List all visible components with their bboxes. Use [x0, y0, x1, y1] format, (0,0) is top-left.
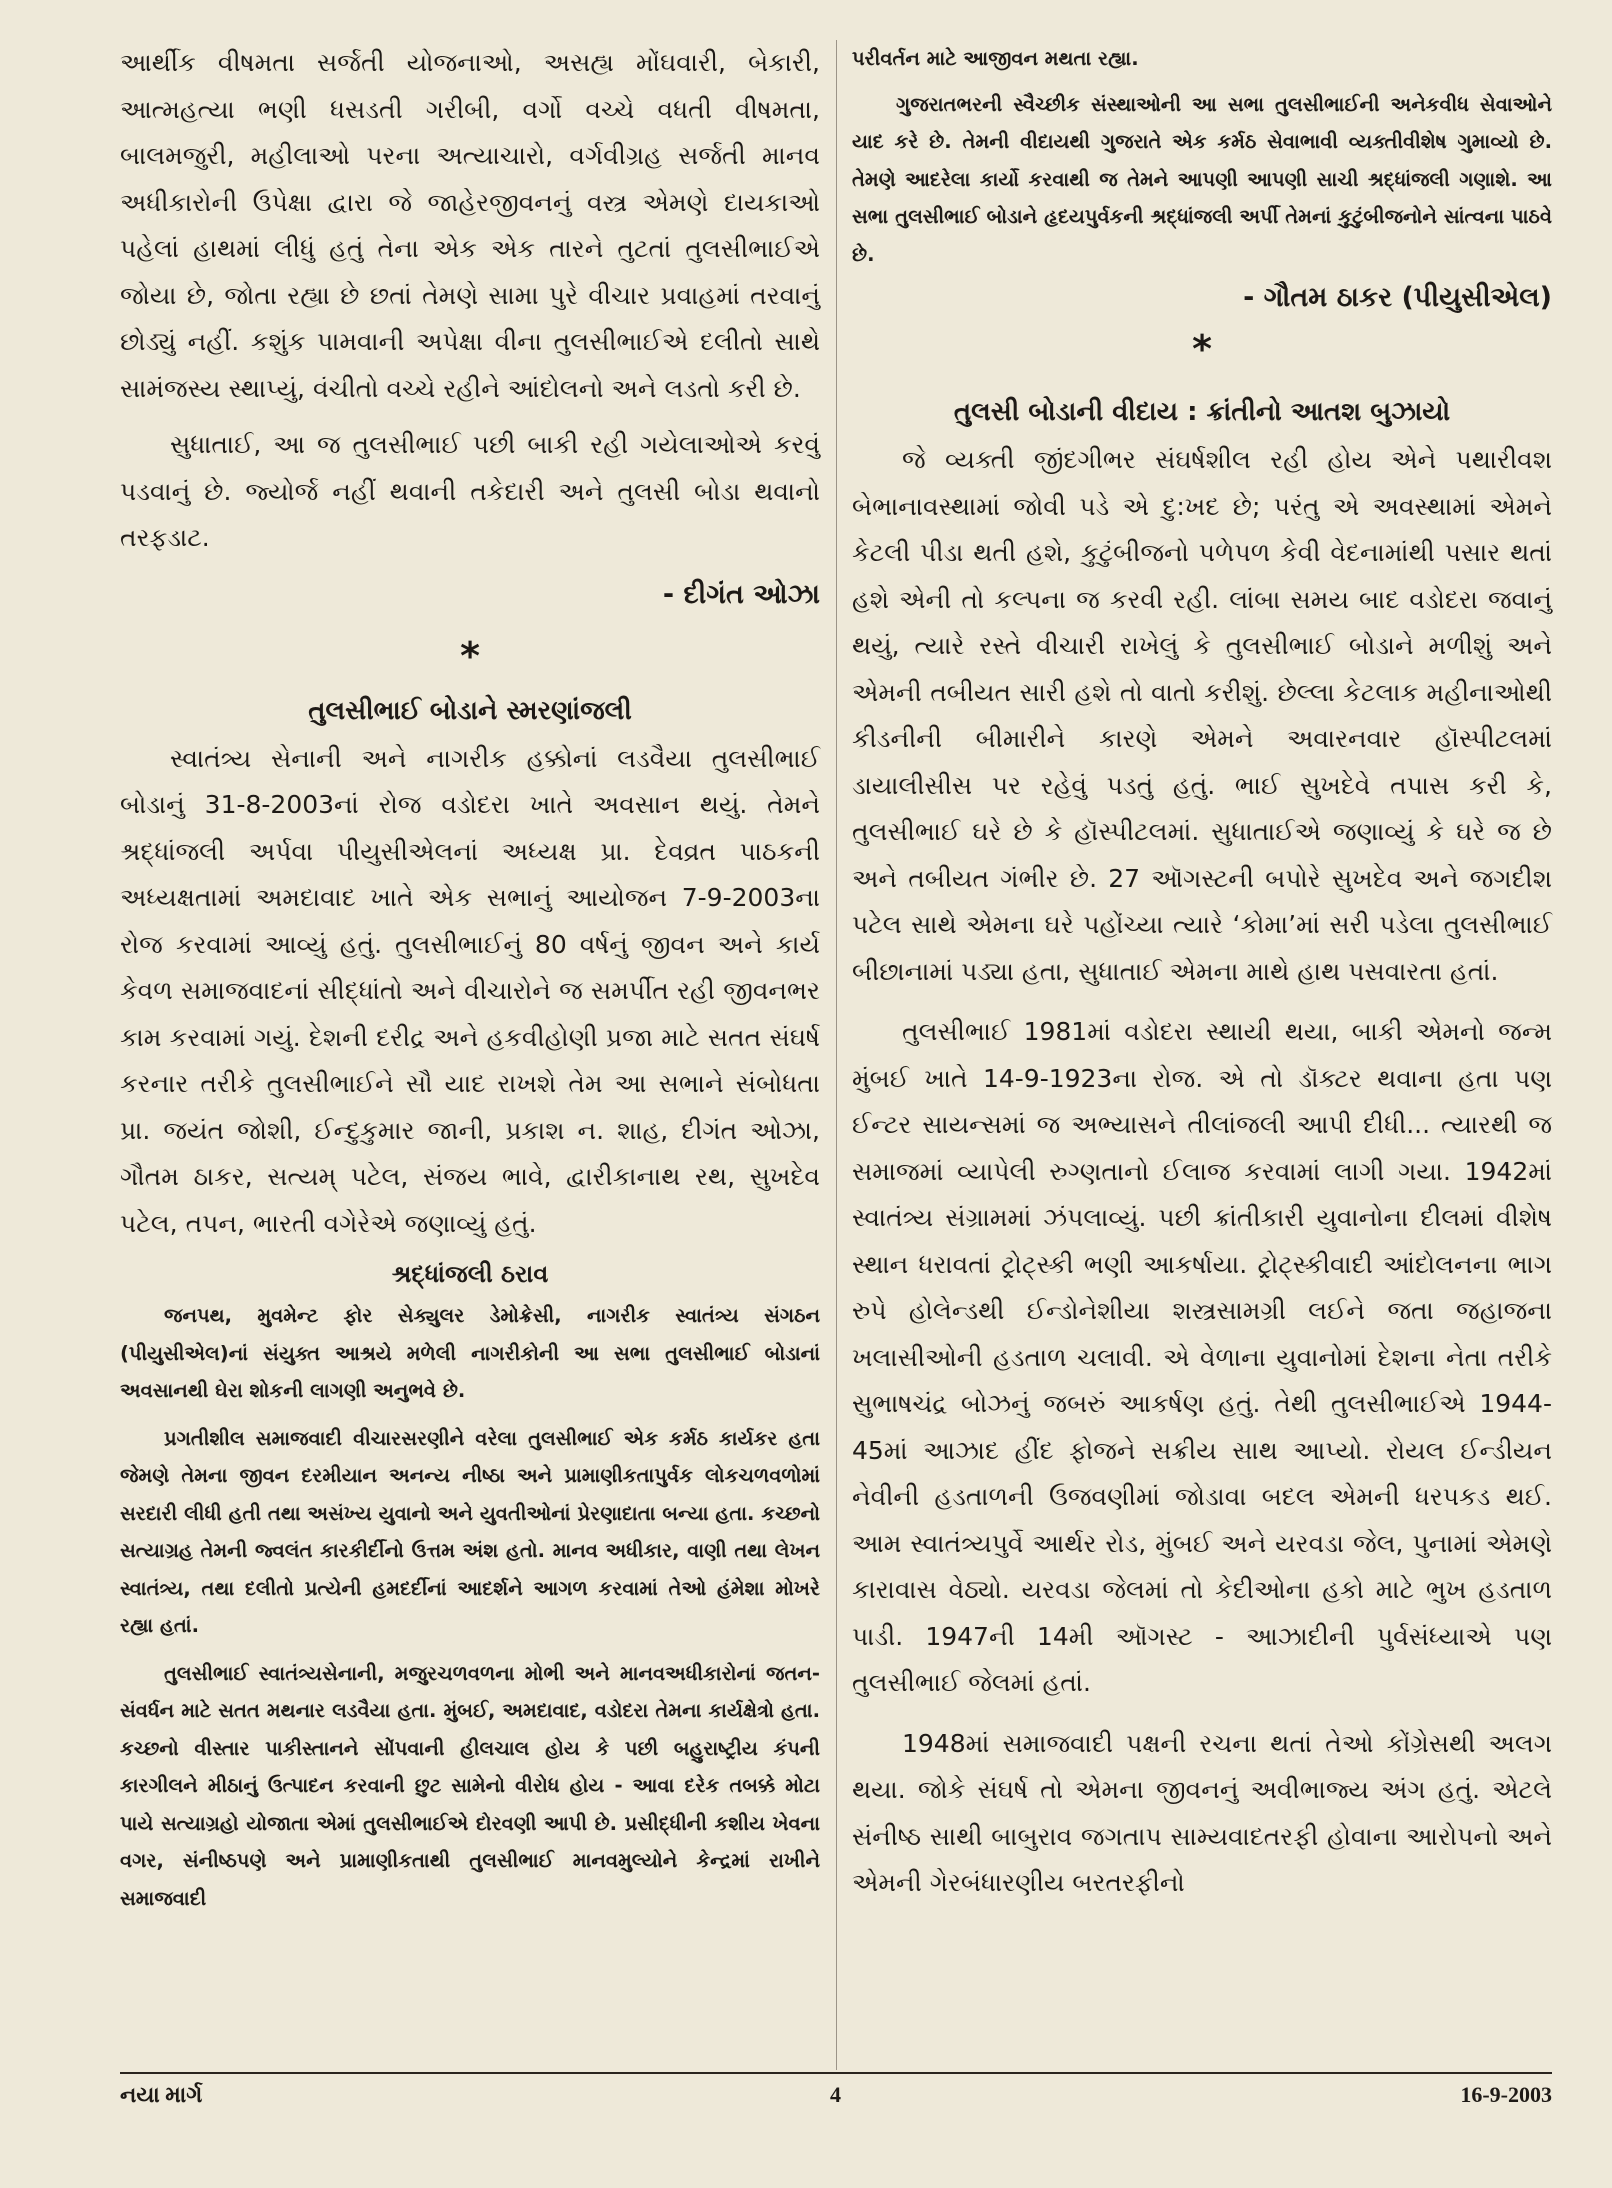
right-paragraph-2: ગુજરાતભરની સ્વૈચ્છીક સંસ્થાઓની આ સભા તુલસીભાઈની અનેકવીધ સેવાઓને યાદ કરે છે. તેમની વીદાયથી ગુજરાતે એક કર્મઠ સેવાભાવી વ્યક્તીવીશેષ ગુમાવ્યો છે. તેમણે આદરેલા કાર્યો કરવાથી જ તેમને આપણી આપણી સાચી શ્રદ્ધાંજલી ગણાશે. આ સભા તુલસીભાઈ બોડાને હૃદયપુર્વકની શ્રદ્ધાંજલી અર્પી તેમનાં કુટુંબીજનોને સાંત્વના પાઠવે છે. — [852, 92, 1552, 266]
left-paragraph-5: પ્રગતીશીલ સમાજવાદી વીચારસરણીને વરેલા તુલસીભાઈ એક કર્મઠ કાર્યકર હતા જેમણે તેમના જીવન દરમીયાન અનન્ય નીષ્ઠા અને પ્રામાણીકતાપુર્વક લોકચળવળોમાં સરદારી લીધી હતી તથા અસંખ્ય યુવાનો અને યુવતીઓનાં પ્રેરણાદાતા બન્યા હતા. કચ્છનો સત્યાગ્રહ તેમની જ્વલંત કારકીર્દીનો ઉત્તમ અંશ હતો. માનવ અધીકાર, વાણી તથા લેખન સ્વાતંત્ર્ય, તથા દલીતો પ્રત્યેની હમદર્દીનાં આદર્શને આગળ કરવામાં તેઓ હંમેશા મોખરે રહ્યા હતાં. — [120, 1426, 820, 1637]
right-paragraph-5: 1948માં સમાજવાદી પક્ષની રચના થતાં તેઓ કોંગ્રેસથી અલગ થયા. જોકે સંઘર્ષ તો એમના જીવનનું અવીભાજ્ય અંગ હતું. એટલે સંનીષ્ઠ સાથી બાબુરાવ જગતાપ સામ્યવાદતરફી હોવાના આરોપનો અને એમની ગેરબંધારણીય બરતરફીનો — [852, 1728, 1552, 1897]
right-paragraph-3: જે વ્યક્તી જીંદગીભર સંઘર્ષશીલ રહી હોય એને પથારીવશ બેભાનાવસ્થામાં જોવી પડે એ દુ:ખદ છે; પરંતુ એ અવસ્થામાં એમને કેટલી પીડા થતી હશે, કુટુંબીજનો પળેપળ કેવી વેદનામાંથી પસાર થતાં હશે એની તો કલ્પના જ કરવી રહી. લાંબા સમય બાદ વડોદરા જવાનું થયું, ત્યારે રસ્તે વીચારી રાખેલું કે તુલસીભાઈ બોડાને મળીશું અને એમની તબીયત સારી હશે તો વાતો કરીશું. છેલ્લા કેટલાક મહીનાઓથી કીડનીની બીમારીને કારણે એમને અવારનવાર હૉસ્પીટલમાં ડાયાલીસીસ પર રહેવું પડતું હતું. ભાઈ સુખદેવે તપાસ કરી કે, તુલસીભાઈ ઘરે છે કે હૉસ્પીટલમાં. સુધાતાઈએ જણાવ્યું કે ઘરે જ છે અને તબીયત ગંભીર છે. 27 ઑગસ્ટની બપોરે સુખદેવ અને જગદીશ પટેલ સાથે એમના ઘરે પહોંચ્યા ત્યારે ‘કોમા’માં સરી પડેલા તુલસીભાઈ બીછાનામાં પડ્યા હતા, સુધાતાઈ એમના માથે હાથ પસવારતા હતાં. — [852, 445, 1552, 986]
heading-vidaay: તુલસી બોડાની વીદાય : ક્રાંતીનો આતશ બુઝાયો — [953, 397, 1451, 427]
left-paragraph-1: આર્થીક વીષમતા સર્જતી યોજનાઓ, અસહ્ય મોંઘવારી, બેકારી, આત્મહત્યા ભણી ધસડતી ગરીબી, વર્ગો વચ્ચે વધતી વીષમતા, બાલમજુરી, મહીલાઓ પરના અત્યાચારો, વર્ગવીગ્રહ સર્જતી માનવ અધીકારોની ઉપેક્ષા દ્વારા જે જાહેરજીવનનું વસ્ત્ર એમણે દાયકાઓ પહેલાં હાથમાં લીધું હતું તેના એક એક તારને તુટતાં તુલસીભાઈએ જોયા છે, જોતા રહ્યા છે છતાં તેમણે સામા પુરે વીચાર પ્રવાહમાં તરવાનું છોડ્યું નહીં. કશુંક પામવાની અપેક્ષા વીના તુલસીભાઈએ દલીતો સાથે સામંજસ્ય સ્થાપ્યું, વંચીતો વચ્ચે રહીને આંદોલનો અને લડતો કરી છે. — [120, 48, 820, 403]
right-paragraph-1: પરીવર્તન માટે આજીવન મથતા રહ્યા. — [852, 47, 1139, 70]
issue-date: 16-9-2003 — [1460, 2082, 1552, 2107]
right-paragraph-4: તુલસીભાઈ 1981માં વડોદરા સ્થાયી થયા, બાકી એમનો જન્મ મુંબઈ ખાતે 14-9-1923ના રોજ. એ તો ડૉક્ટર થવાના હતા પણ ઈન્ટર સાયન્સમાં જ અભ્યાસને તીલાંજલી આપી દીધી... ત્યારથી જ સમાજમાં વ્યાપેલી રુગ્ણતાનો ઈલાજ કરવામાં લાગી ગયા. 1942માં સ્વાતંત્ર્ય સંગ્રામમાં ઝંપલાવ્યું. પછી ક્રાંતીકારી યુવાનોના દીલમાં વીશેષ સ્થાન ધરાવતાં ટ્રોટ્સ્કી ભણી આકર્ષાયા. ટ્રોટ્સ્કીવાદી આંદોલનના ભાગ રુપે હોલેન્ડથી ઈન્ડોનેશીયા શસ્ત્રસામગ્રી લઈને જતા જહાજના ખલાસીઓની હડતાળ ચલાવી. એ વેળાના યુવાનોમાં દેશના નેતા તરીકે સુભાષચંદ્ર બોઝનું જબરું આકર્ષણ હતું. તેથી તુલસીભાઈએ 1944- 45માં આઝાદ હીંદ ફોજને સક્રીય સાથ આપ્યો. રોયલ ઈન્ડીયન નેવીની હડતાળની ઉજવણીમાં જોડાવા બદલ એમની ધરપકડ થઈ. આમ સ્વાતંત્ર્યપુર્વે આર્થર રોડ, મુંબઈ અને યરવડા જેલ, પુનામાં એમણે કારાવાસ વેઠ્યો. યરવડા જેલમાં તો કેદીઓના હકો માટે ભુખ હડતાળ પાડી. 1947ની 14મી ઑગસ્ટ - આઝાદીની પુર્વસંધ્યાએ પણ તુલસીભાઈ જેલમાં હતાં. — [852, 1017, 1552, 1697]
signature-gautam-thakar: - ગૌતમ ઠાકર (પીયુસીએલ) — [1243, 282, 1552, 313]
separator-star-icon-2: * — [1192, 327, 1212, 371]
subheading-shraddhanjali-tharav: શ્રદ્ધાંજલી ઠરાવ — [391, 1260, 549, 1288]
separator-star-icon: * — [460, 633, 480, 678]
column-divider — [836, 40, 837, 2070]
page-footer — [120, 2072, 1552, 2118]
left-paragraph-4: જનપથ, મુવમેન્ટ ફોર સેક્યુલર ડેમોક્રેસી, નાગરીક સ્વાતંત્ર્ય સંગઠન (પીયુસીએલ)નાં સંયુક્ત આશ્રયે મળેલી નાગરીકોની આ સભા તુલસીભાઈ બોડાનાં અવસાનથી ઘેરા શોકની લાગણી અનુભવે છે. — [120, 1304, 820, 1402]
right-column — [852, 40, 1552, 1907]
left-paragraph-2: સુધાતાઈ, આ જ તુલસીભાઈ પછી બાકી રહી ગયેલાઓએ કરવું પડવાનું છે. જ્યોર્જ નહીં થવાની તકેદારી અને તુલસી બોડા થવાનો તરફડાટ. — [120, 430, 820, 552]
left-paragraph-6: તુલસીભાઈ સ્વાતંત્ર્યસેનાની, મજુરચળવળના મોભી અને માનવઅધીકારોનાં જતન-સંવર્ધન માટે સતત મથનાર લડવૈયા હતા. મુંબઈ, અમદાવાદ, વડોદરા તેમના કાર્યક્ષેત્રો હતા. કચ્છનો વીસ્તાર પાકીસ્તાનને સોંપવાની હીલચાલ હોય કે પછી બહુરાષ્ટ્રીય કંપની કારગીલને મીઠાનું ઉત્પાદન કરવાની છુટ સામેનો વીરોધ હોય - આવા દરેક તબક્કે મોટા પાયે સત્યાગ્રહો યોજાતા એમાં તુલસીભાઈએ દોરવણી આપી છે. પ્રસીદ્ધીની કશીય ખેવના વગર, સંનીષ્ઠપણે અને પ્રામાણીકતાથી તુલસીભાઈ માનવમુલ્યોને કેન્દ્રમાં રાખીને સમાજવાદી — [120, 1661, 820, 1910]
signature-digant-ojha: - દીગંત ઓઝા — [662, 578, 820, 610]
publication-name: નયા માર્ગ — [120, 2082, 203, 2107]
page-number: 4 — [830, 2082, 841, 2107]
heading-smarananjali: તુલસીભાઈ બોડાને સ્મરણાંજલી — [308, 695, 632, 726]
left-paragraph-3: સ્વાતંત્ર્ય સેનાની અને નાગરીક હક્કોનાં લડવૈયા તુલસીભાઈ બોડાનું 31-8-2003નાં રોજ વડોદરા ખાતે અવસાન થયું. તેમને શ્રદ્ધાંજલી અર્પવા પીયુસીએલનાં અધ્યક્ષ પ્રા. દેવવ્રત પાઠકની અધ્યક્ષતામાં અમદાવાદ ખાતે એક સભાનું આયોજન 7-9-2003ના રોજ કરવામાં આવ્યું હતું. તુલસીભાઈનું 80 વર્ષનું જીવન અને કાર્ય કેવળ સમાજવાદનાં સીદ્ધાંતો અને વીચારોને જ સમર્પીત રહી જીવનભર કામ કરવામાં ગયું. દેશની દરીદ્ર અને હકવીહોણી પ્રજા માટે સતત સંઘર્ષ કરનાર તરીકે તુલસીભાઈને સૌ યાદ રાખશે તેમ આ સભાને સંબોધતા પ્રા. જયંત જોશી, ઈન્દુકુમાર જાની, પ્રકાશ ન. શાહ, દીગંત ઓઝા, ગૌતમ ઠાકર, સત્યમ્ પટેલ, સંજય ભાવે, દ્વારીકાનાથ રથ, સુખદેવ પટેલ, તપન, ભારતી વગેરેએ જણાવ્યું હતું. — [120, 743, 820, 1238]
left-column — [120, 40, 820, 1917]
